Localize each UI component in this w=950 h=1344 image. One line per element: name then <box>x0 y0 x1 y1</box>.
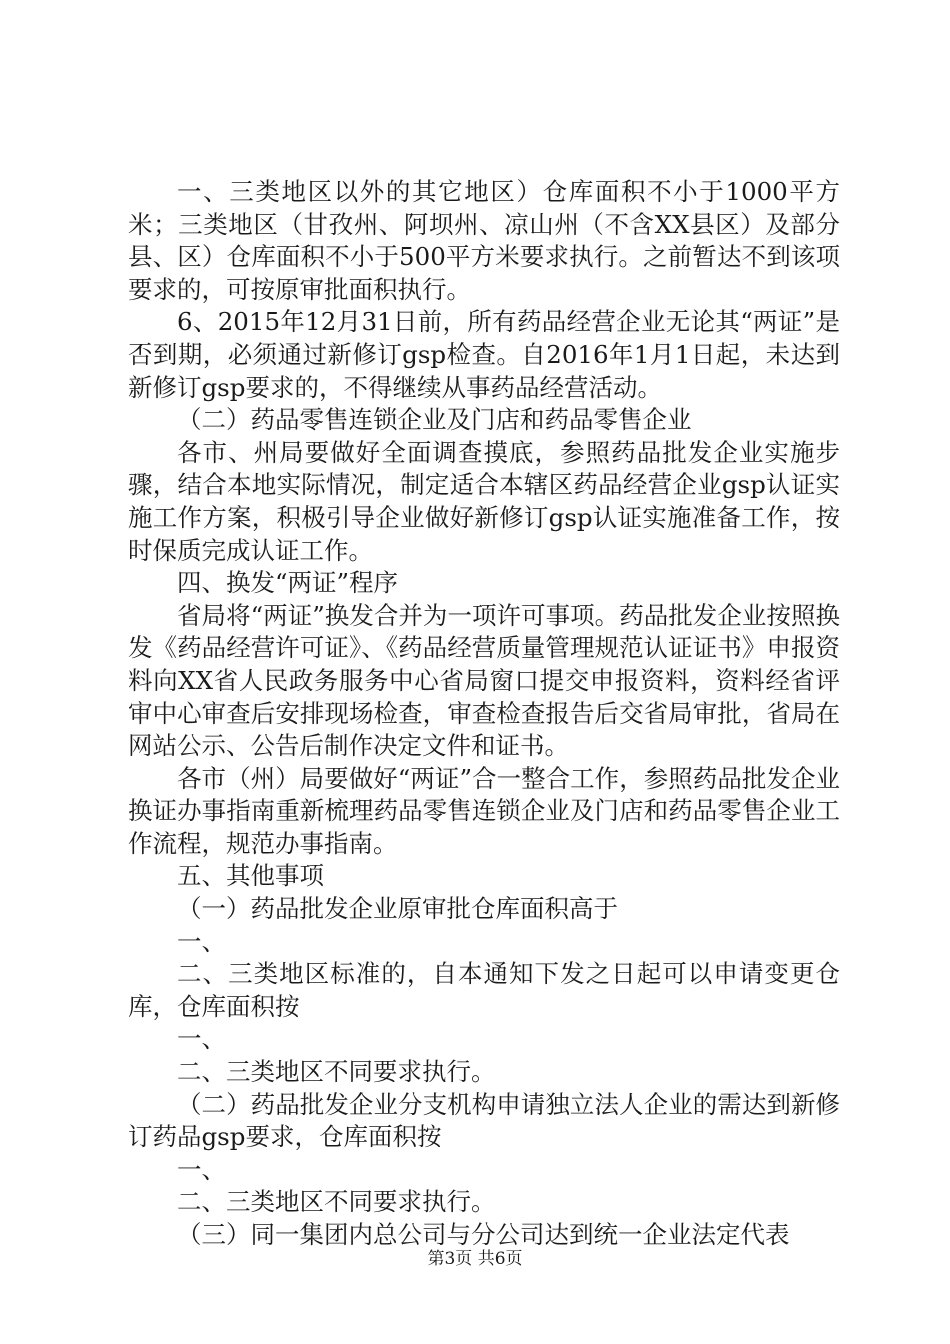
paragraph-7: 各市（州）局要做好“两证”合一整合工作，参照药品批发企业换证办事指南重新梳理药品零售连锁企业及门店和药品零售企业工作流程，规范办事指南。 <box>128 763 840 858</box>
paragraph-10: 一、 <box>177 926 226 956</box>
section-heading-4: 四、换发“两证”程序 <box>177 568 399 598</box>
paragraph-12: 一、 <box>177 1024 226 1054</box>
paragraph-4: 各市、州局要做好全面调查摸底，参照药品批发企业实施步骤，结合本地实际情况，制定适合本辖区药品经营企业gsp认证实施工作方案，积极引导企业做好新修订gsp认证实施准备工作，按时保质完成认证工作。 <box>128 437 840 565</box>
page-footer: 第3页 共6页 <box>427 1249 523 1269</box>
paragraph-15: 一、 <box>177 1154 226 1184</box>
paragraph-11: 二、三类地区标准的，自本通知下发之日起可以申请变更仓库，仓库面积按 <box>128 959 840 1021</box>
paragraph-14: （二）药品批发企业分支机构申请独立法人企业的需达到新修订药品gsp要求，仓库面积按 <box>128 1089 840 1152</box>
paragraph-1: 一、三类地区以外的其它地区）仓库面积不小于1000平方米；三类地区（甘孜州、阿坝州、凉山州（不含XX县区）及部分县、区）仓库面积不小于500平方米要求执行。之前暂达不到该项要求的，可按原审批面积执行。 <box>128 177 840 304</box>
paragraph-13: 二、三类地区不同要求执行。 <box>177 1057 496 1087</box>
paragraph-2: 6、2015年12月31日前，所有药品经营企业无论其“两证”是否到期，必须通过新修订gsp检查。自2016年1月1日起，未达到新修订gsp要求的，不得继续从事药品经营活动。 <box>128 307 840 402</box>
paragraph-17: （三）同一集团内总公司与分公司达到统一企业法定代表 <box>177 1220 790 1249</box>
section-heading-5: 五、其他事项 <box>177 861 324 891</box>
paragraph-9: （一）药品批发企业原审批仓库面积高于 <box>177 894 618 924</box>
paragraph-16: 二、三类地区不同要求执行。 <box>177 1187 496 1217</box>
paragraph-6: 省局将“两证”换发合并为一项许可事项。药品批发企业按照换发《药品经营许可证》、《药品经营质量管理规范认证证书》申报资料向XX省人民政务服务中心省局窗口提交申报资料，资料经省评审中心审查后安排现场检查，审查检查报告后交省局审批，省局在网站公示、公告后制作决定文件和证书。 <box>128 600 840 761</box>
document-body <box>128 176 840 1252</box>
paragraph-3: （二）药品零售连锁企业及门店和药品零售企业 <box>177 405 692 435</box>
